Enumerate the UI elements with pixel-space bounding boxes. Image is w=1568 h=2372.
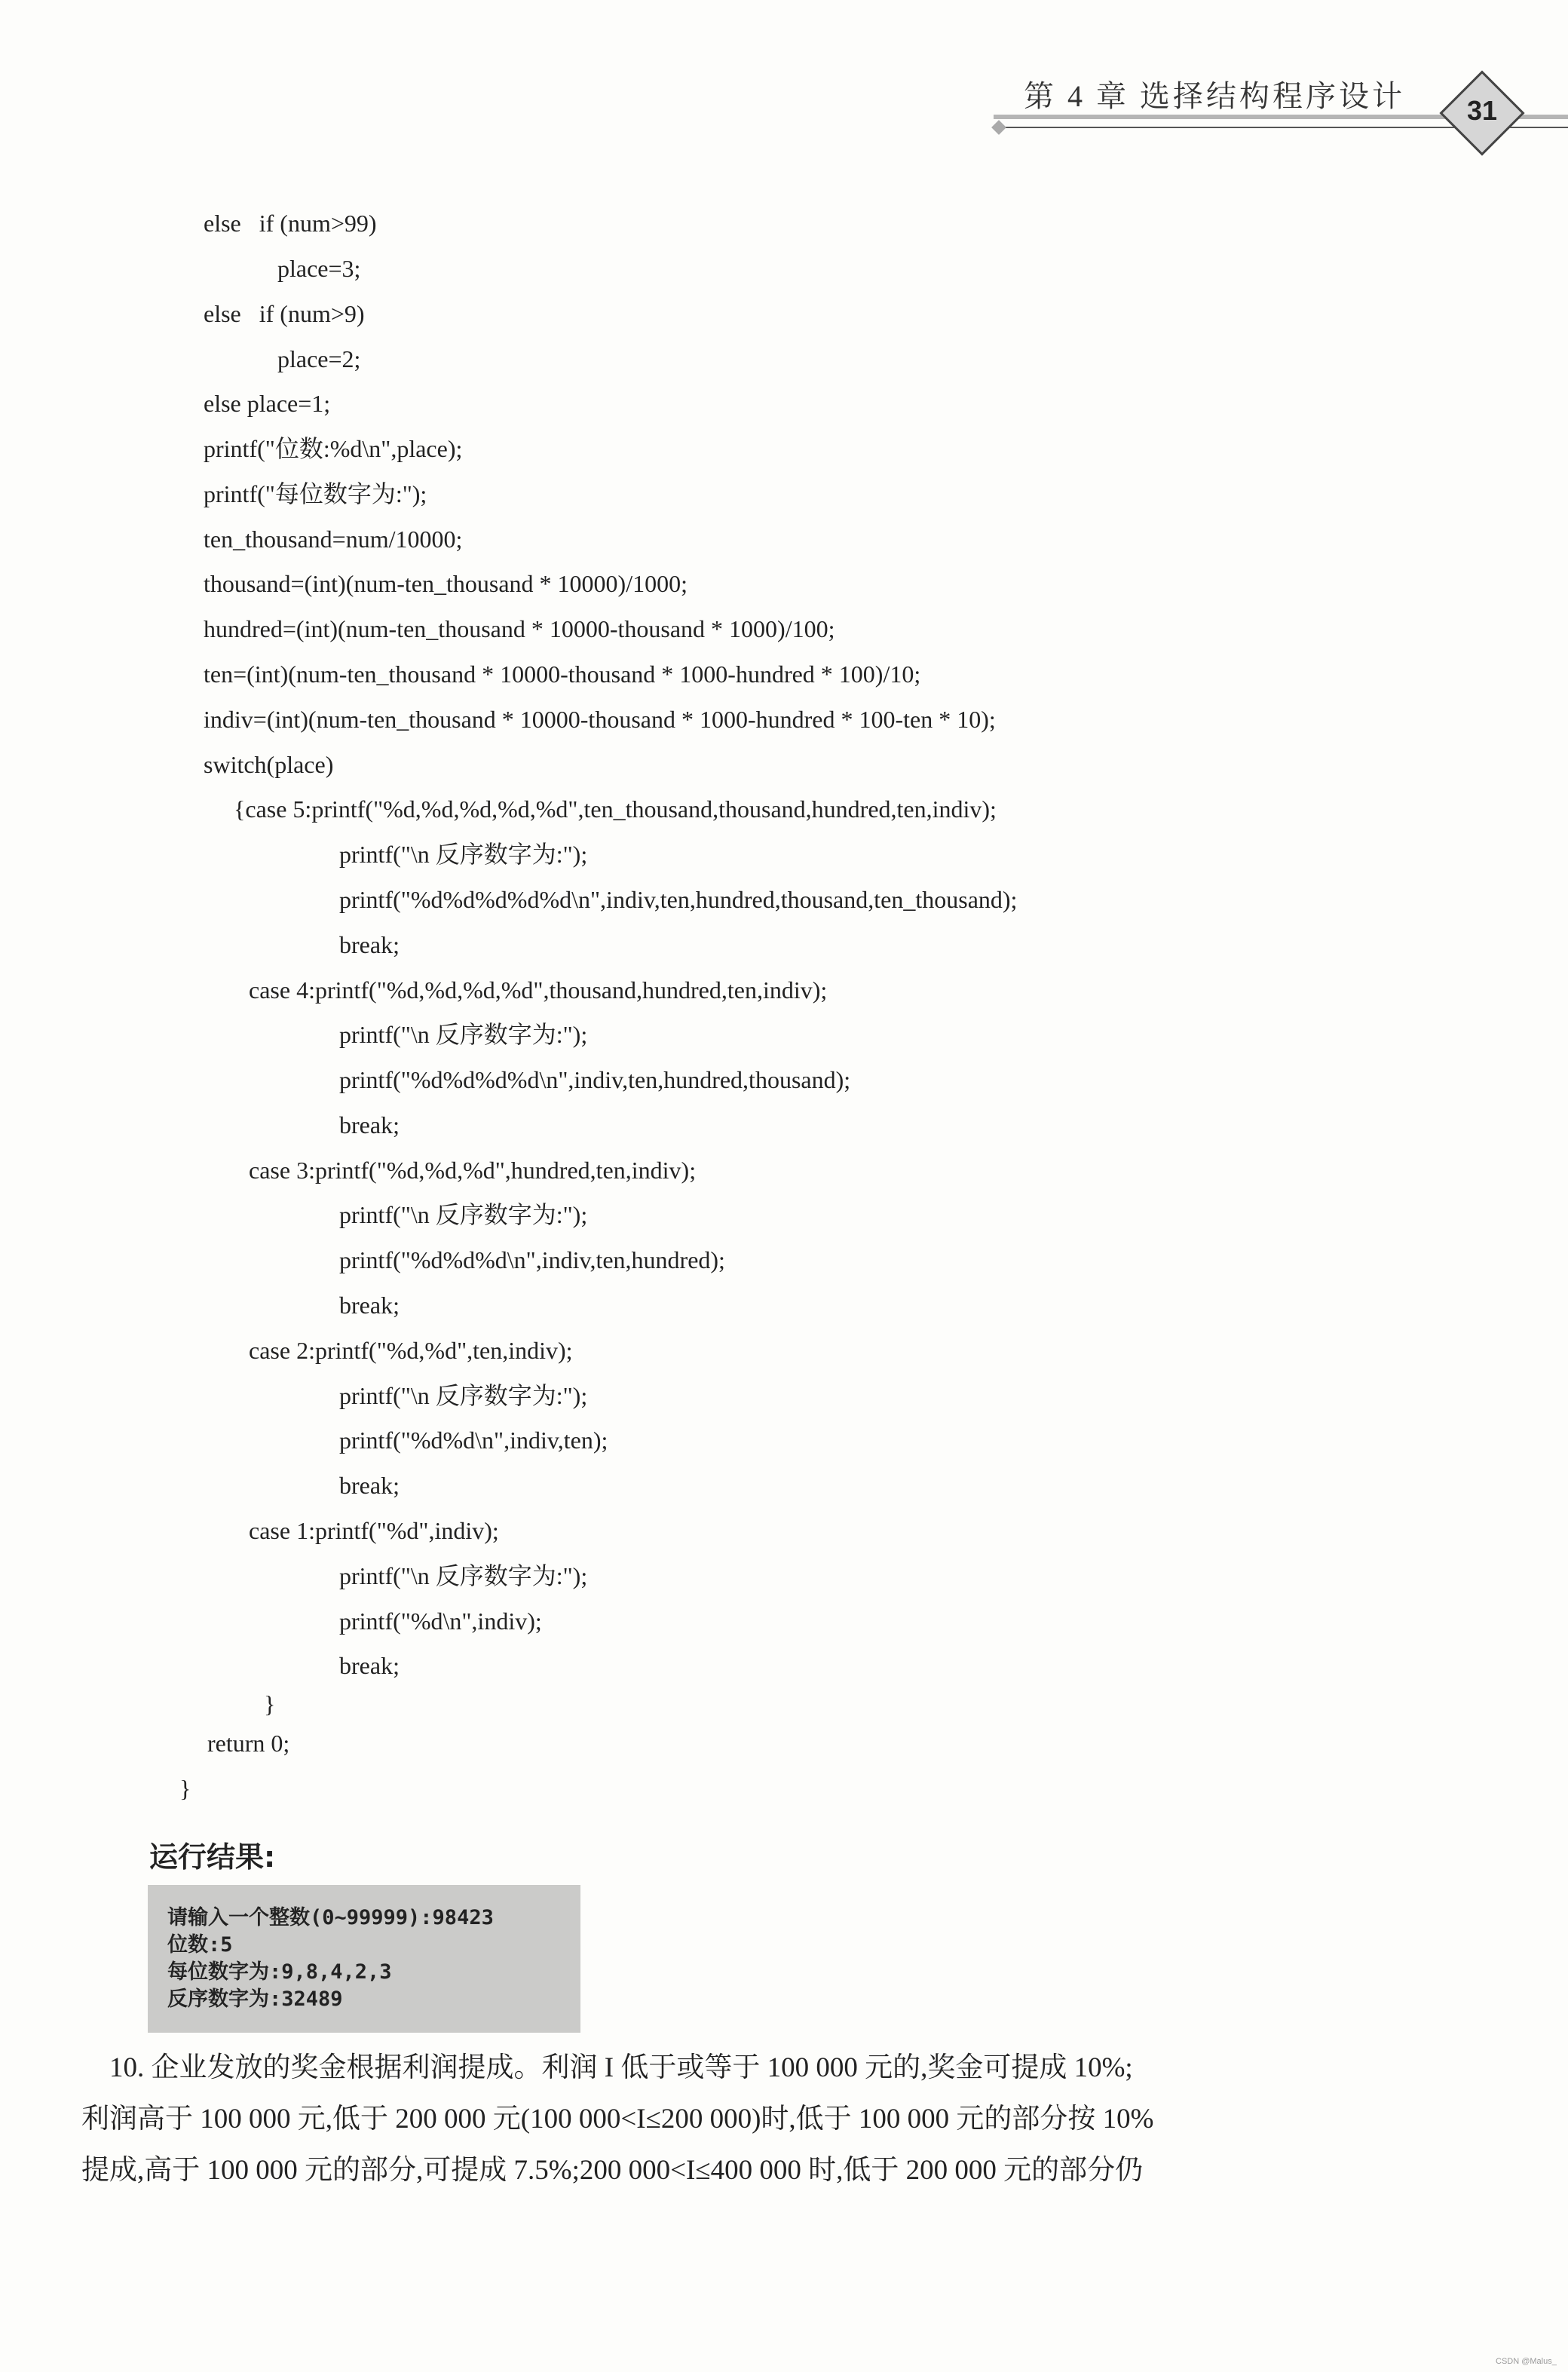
- code-line: break;: [339, 1472, 400, 1499]
- code-line: printf("%d%d%d%d\n",indiv,ten,hundred,thousand);: [339, 1066, 851, 1093]
- paragraph-line: 利润高于 100 000 元,低于 200 000 元(100 000<I≤200 000)时,低于 100 000 元的部分按 10%: [81, 2104, 1154, 2134]
- console-line: 请输入一个整数(0~99999):98423: [167, 1906, 494, 1929]
- code-line: printf("每位数字为:");: [204, 480, 427, 507]
- code-line: printf("位数:%d\n",place);: [204, 435, 463, 462]
- code-line: printf("\n 反序数字为:");: [339, 1382, 588, 1409]
- console-line: 位数:5: [167, 1933, 233, 1957]
- chapter-title: 第 4 章 选择结构程序设计: [1024, 79, 1405, 113]
- code-line: break;: [339, 1652, 400, 1679]
- page-number: 31: [1466, 95, 1498, 126]
- code-line: place=2;: [277, 345, 361, 372]
- code-line: break;: [339, 1111, 400, 1138]
- code-line: else place=1;: [204, 390, 331, 417]
- console-line: 反序数字为:32489: [167, 1987, 343, 2011]
- code-line: break;: [339, 1292, 400, 1319]
- code-line: else if (num>9): [204, 300, 365, 327]
- code-line: printf("\n 反序数字为:");: [339, 841, 588, 868]
- code-line: case 4:printf("%d,%d,%d,%d",thousand,hundred,ten,indiv);: [249, 976, 828, 1004]
- paragraph-line: 提成,高于 100 000 元的部分,可提成 7.5%;200 000<I≤400 000 时,低于 200 000 元的部分仍: [81, 2155, 1144, 2186]
- code-line: place=3;: [277, 255, 361, 282]
- code-line: case 3:printf("%d,%d,%d",hundred,ten,indiv);: [249, 1157, 697, 1184]
- code-line: printf("%d\n",indiv);: [339, 1607, 542, 1635]
- result-heading: 运行结果:: [149, 1840, 276, 1874]
- code-line: printf("\n 反序数字为:");: [339, 1021, 588, 1048]
- console-line: 每位数字为:9,8,4,2,3: [167, 1960, 392, 1984]
- code-line: printf("%d%d%d%d%d\n",indiv,ten,hundred,thousand,ten_thousand);: [339, 886, 1018, 913]
- code-line: printf("%d%d%d\n",indiv,ten,hundred);: [339, 1246, 725, 1273]
- code-line: break;: [339, 931, 400, 958]
- paragraph-line: 10. 企业发放的奖金根据利润提成。利润 I 低于或等于 100 000 元的,奖金可提成 10%;: [81, 2052, 1133, 2083]
- code-line: indiv=(int)(num-ten_thousand * 10000-thousand * 1000-hundred * 100-ten * 10);: [204, 706, 996, 733]
- code-line: }: [179, 1775, 191, 1802]
- code-line: ten_thousand=num/10000;: [204, 526, 463, 553]
- code-line: printf("\n 反序数字为:");: [339, 1201, 588, 1228]
- code-line: thousand=(int)(num-ten_thousand * 10000)/1000;: [204, 570, 688, 597]
- code-line: return 0;: [207, 1730, 290, 1757]
- code-line: case 1:printf("%d",indiv);: [249, 1517, 499, 1544]
- code-line: printf("%d%d\n",indiv,ten);: [339, 1427, 608, 1454]
- code-line: {case 5:printf("%d,%d,%d,%d,%d",ten_thousand,thousand,hundred,ten,indiv);: [234, 795, 997, 823]
- watermark: CSDN @Malus_: [1496, 2357, 1557, 2366]
- code-line: printf("\n 反序数字为:");: [339, 1562, 588, 1589]
- code-line: switch(place): [204, 751, 334, 778]
- code-line: else if (num>99): [204, 210, 377, 237]
- diamond-ornament-icon: [991, 120, 1006, 135]
- code-line: case 2:printf("%d,%d",ten,indiv);: [249, 1337, 573, 1364]
- code-line: }: [264, 1690, 276, 1718]
- code-line: hundred=(int)(num-ten_thousand * 10000-thousand * 1000)/100;: [204, 615, 835, 642]
- code-line: ten=(int)(num-ten_thousand * 10000-thousand * 1000-hundred * 100)/10;: [204, 660, 921, 688]
